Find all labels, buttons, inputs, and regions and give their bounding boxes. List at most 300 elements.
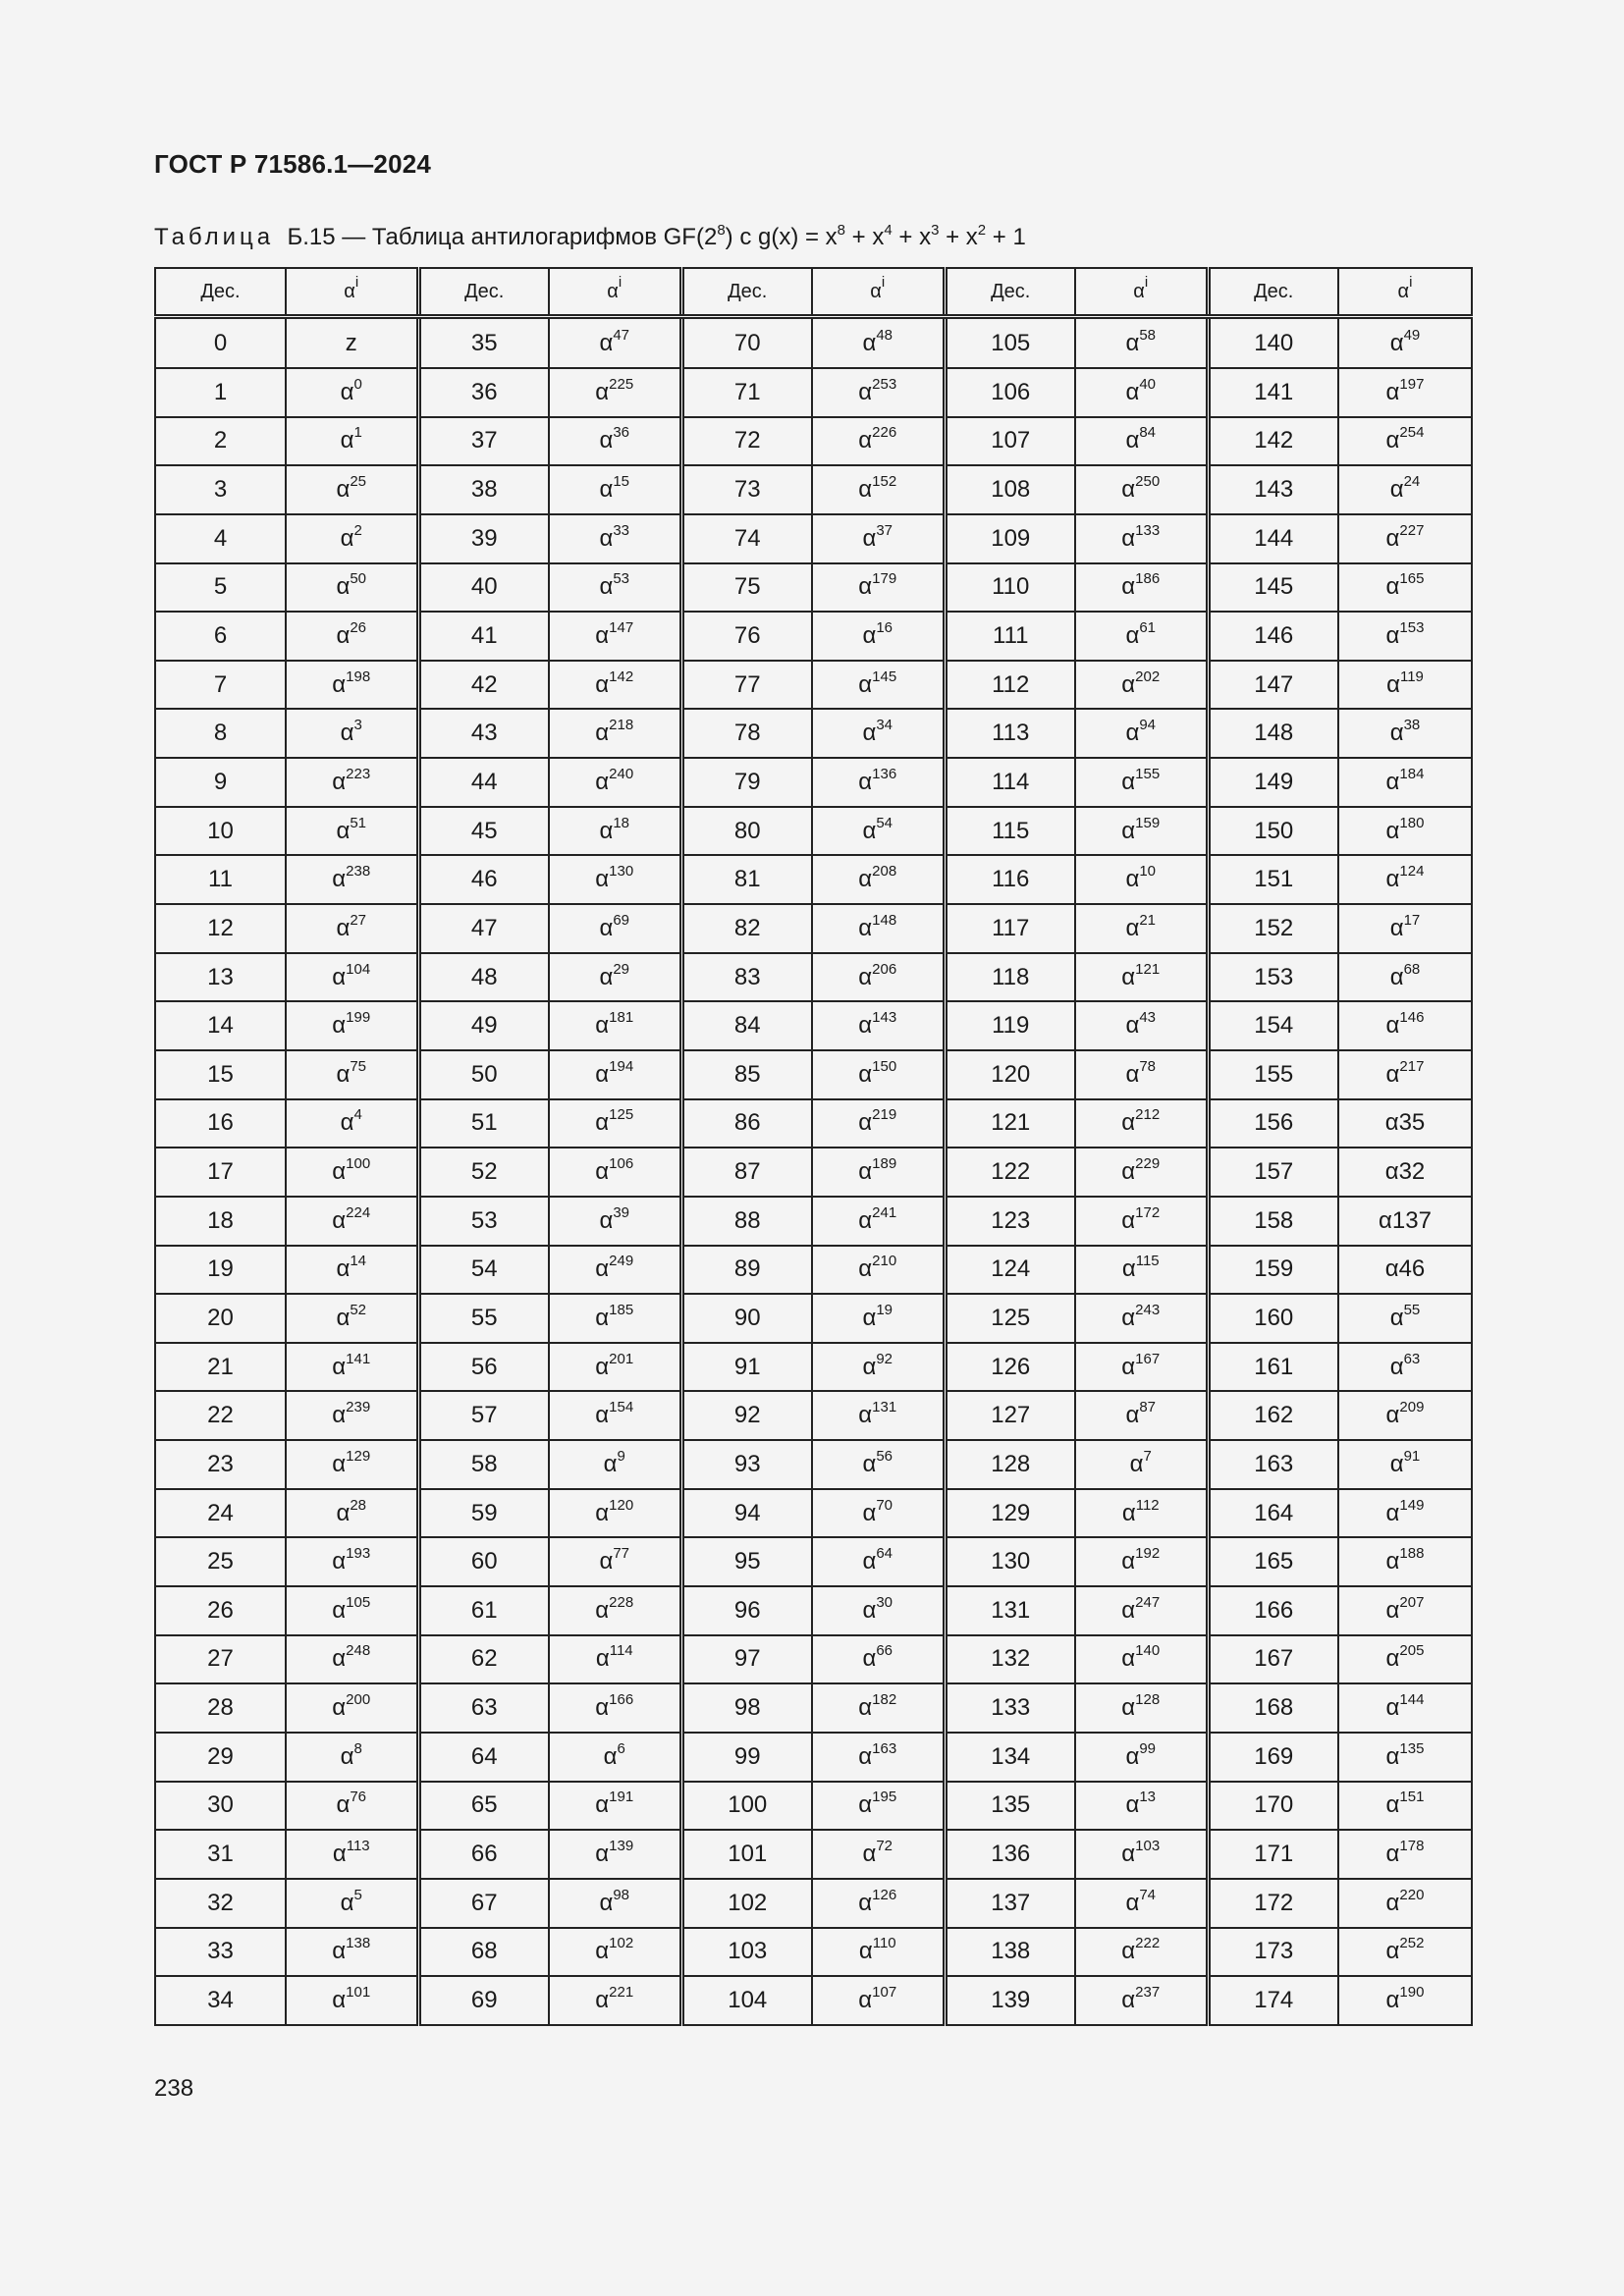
cell-dec: 153 <box>1208 953 1338 1002</box>
cell-alpha <box>812 1391 945 1440</box>
cell-alpha-base: α <box>599 817 614 844</box>
cell-alpha <box>812 1343 945 1392</box>
cell-alpha <box>286 1099 418 1148</box>
cell-alpha <box>549 1683 681 1733</box>
cell-alpha-exponent: 201 <box>609 1350 634 1367</box>
cell-alpha-base: α <box>336 817 351 844</box>
cell-alpha-base: α <box>862 817 877 844</box>
cell-alpha-exponent: 179 <box>872 570 897 588</box>
cell-dec: 33 <box>155 1928 286 1977</box>
cell-alpha-base: α <box>858 768 873 795</box>
cell-alpha-exponent: 33 <box>613 521 630 539</box>
cell-dec: 96 <box>681 1586 812 1635</box>
cell-alpha <box>549 1830 681 1879</box>
cell-alpha-exponent: 91 <box>1403 1447 1421 1465</box>
table-row <box>155 1246 1472 1295</box>
cell-alpha <box>1338 807 1472 856</box>
cell-alpha <box>286 1683 418 1733</box>
cell-alpha <box>1075 1050 1208 1099</box>
cell-alpha <box>1338 1976 1472 2025</box>
cell-alpha-base: α <box>595 1158 610 1186</box>
table-row <box>155 1830 1472 1879</box>
cell-alpha-exponent: 52 <box>350 1301 367 1318</box>
cell-alpha-base: α <box>340 427 354 454</box>
cell-alpha <box>549 758 681 807</box>
cell-alpha <box>1338 1733 1472 1782</box>
cell-alpha-base: α <box>595 378 610 405</box>
table-row <box>155 1586 1472 1635</box>
cell-alpha <box>286 1635 418 1684</box>
table-row <box>155 709 1472 758</box>
cell-alpha-exponent: 195 <box>872 1789 897 1806</box>
cell-alpha-exponent: 206 <box>872 960 897 978</box>
cell-alpha <box>1338 1148 1472 1197</box>
table-row <box>155 1099 1472 1148</box>
cell-alpha-exponent: 69 <box>613 911 630 929</box>
cell-alpha <box>1338 1830 1472 1879</box>
cell-alpha-exponent: 254 <box>1399 424 1425 442</box>
cell-alpha <box>286 1148 418 1197</box>
cell-alpha-base: α <box>595 1353 610 1380</box>
cell-alpha-exponent: 47 <box>613 326 630 344</box>
cell-alpha-base: α <box>599 476 614 504</box>
cell-alpha <box>812 317 945 369</box>
cell-alpha-exponent: 220 <box>1399 1886 1425 1903</box>
cell-alpha-base: α <box>1121 817 1136 844</box>
cell-dec: 158 <box>1208 1197 1338 1246</box>
cell-dec: 150 <box>1208 807 1338 856</box>
cell-alpha-base: α <box>332 1206 347 1234</box>
cell-alpha-exponent: 202 <box>1135 667 1161 685</box>
cell-alpha-base: α <box>595 1645 610 1673</box>
cell-alpha-exponent: 34 <box>876 717 893 734</box>
cell-alpha-exponent: 144 <box>1399 1691 1425 1709</box>
cell-alpha-base: α <box>862 720 877 747</box>
cell-dec: 173 <box>1208 1928 1338 1977</box>
cell-alpha-exponent: 98 <box>613 1886 630 1903</box>
cell-alpha-exponent: 227 <box>1399 521 1425 539</box>
cell-dec: 113 <box>945 709 1075 758</box>
cell-alpha-base: α <box>862 1645 877 1673</box>
cell-alpha-base: α <box>1385 817 1400 844</box>
cell-alpha-base: α <box>1121 1158 1136 1186</box>
cell-dec: 61 <box>418 1586 549 1635</box>
cell-alpha-exponent: 107 <box>872 1984 897 2002</box>
cell-alpha-exponent: 184 <box>1399 765 1425 782</box>
cell-alpha-base: α <box>1121 1109 1136 1137</box>
cell-alpha <box>549 563 681 613</box>
cell-alpha <box>812 709 945 758</box>
cell-alpha-exponent: 2 <box>353 521 362 539</box>
cell-alpha <box>1338 1391 1472 1440</box>
cell-alpha-base: α <box>332 670 347 698</box>
header-alpha-base: α <box>1397 281 1410 302</box>
cell-alpha-exponent: 58 <box>1139 326 1157 344</box>
cell-alpha-base: α <box>599 1548 614 1575</box>
cell-dec: 169 <box>1208 1733 1338 1782</box>
cell-alpha-base: α32 <box>1384 1158 1426 1186</box>
cell-alpha-base: α <box>1125 1742 1140 1770</box>
cell-dec: 126 <box>945 1343 1075 1392</box>
cell-dec: 57 <box>418 1391 549 1440</box>
cell-dec: 37 <box>418 417 549 466</box>
cell-alpha-base: α <box>1121 963 1136 990</box>
cell-alpha-base: α <box>336 914 351 941</box>
cell-alpha <box>286 953 418 1002</box>
table-body <box>155 268 1472 2025</box>
cell-dec: 152 <box>1208 904 1338 953</box>
cell-alpha-base: α <box>1125 329 1140 356</box>
cell-alpha <box>1075 1537 1208 1586</box>
cell-alpha-base: α <box>1125 914 1140 941</box>
cell-alpha <box>812 417 945 466</box>
cell-dec: 105 <box>945 317 1075 369</box>
cell-alpha-base: α <box>1385 1694 1400 1722</box>
cell-dec: 4 <box>155 514 286 563</box>
cell-alpha <box>286 1782 418 1831</box>
cell-alpha-base: α <box>1121 670 1136 698</box>
cell-alpha-base: α <box>336 1499 351 1526</box>
cell-alpha-base: α <box>340 524 354 552</box>
cell-dec: 151 <box>1208 855 1338 904</box>
cell-alpha-exponent: 210 <box>872 1253 897 1270</box>
cell-alpha-exponent: 163 <box>872 1739 897 1757</box>
cell-dec: 38 <box>418 465 549 514</box>
cell-dec: 106 <box>945 368 1075 417</box>
cell-alpha-base: α <box>1385 427 1400 454</box>
cell-alpha-exponent: 14 <box>350 1253 367 1270</box>
cell-alpha-exponent: 28 <box>350 1496 367 1514</box>
cell-alpha <box>812 1683 945 1733</box>
cell-alpha <box>549 465 681 514</box>
cell-alpha-exponent: 189 <box>872 1155 897 1173</box>
cell-alpha-base: α <box>599 914 614 941</box>
cell-dec: 13 <box>155 953 286 1002</box>
cell-alpha-exponent: 104 <box>346 960 371 978</box>
cell-dec: 23 <box>155 1440 286 1489</box>
cell-alpha <box>812 807 945 856</box>
caption-label: Таблица <box>154 224 275 250</box>
table-row <box>155 465 1472 514</box>
table-row <box>155 1733 1472 1782</box>
cell-alpha-base: α <box>603 1742 618 1770</box>
cell-alpha-base: α <box>1389 1353 1404 1380</box>
caption-text: + x <box>845 224 885 250</box>
cell-alpha <box>286 563 418 613</box>
cell-alpha-base: α <box>340 720 354 747</box>
cell-alpha <box>549 709 681 758</box>
cell-alpha <box>1338 368 1472 417</box>
cell-alpha-base: α <box>858 670 873 698</box>
cell-alpha-base: α <box>595 720 610 747</box>
cell-alpha-base: α <box>595 1987 610 2014</box>
cell-alpha <box>812 1148 945 1197</box>
cell-alpha-exponent: 212 <box>1135 1106 1161 1124</box>
cell-alpha-exponent: 75 <box>350 1057 367 1075</box>
cell-alpha <box>286 1976 418 2025</box>
cell-dec: 81 <box>681 855 812 904</box>
cell-alpha-base: α <box>1121 1353 1136 1380</box>
cell-dec: 102 <box>681 1879 812 1928</box>
cell-alpha-base: α <box>1125 427 1140 454</box>
header-alpha <box>1338 268 1472 317</box>
cell-alpha-exponent: 197 <box>1399 375 1425 393</box>
cell-dec: 12 <box>155 904 286 953</box>
cell-alpha-exponent: 26 <box>350 619 367 637</box>
cell-alpha-base: α <box>332 1012 347 1040</box>
cell-dec: 128 <box>945 1440 1075 1489</box>
cell-dec: 103 <box>681 1928 812 1977</box>
cell-alpha-base: α <box>595 1938 610 1965</box>
cell-alpha <box>1075 514 1208 563</box>
header-dec: Дес. <box>945 268 1075 317</box>
caption-exponent: 3 <box>931 222 940 239</box>
cell-alpha <box>812 758 945 807</box>
cell-alpha-exponent: 64 <box>876 1545 893 1563</box>
header-alpha-base: α <box>344 281 355 302</box>
cell-alpha-base: α <box>862 1450 877 1477</box>
cell-alpha-base: α <box>1125 622 1140 650</box>
cell-dec: 156 <box>1208 1099 1338 1148</box>
cell-alpha-base: α <box>858 1791 873 1819</box>
header-alpha-base: α <box>607 281 619 302</box>
caption-text: + x <box>892 224 932 250</box>
header-dec: Дес. <box>418 268 549 317</box>
cell-alpha-exponent: 151 <box>1399 1789 1425 1806</box>
cell-dec: 71 <box>681 368 812 417</box>
cell-alpha-exponent: 87 <box>1139 1399 1157 1416</box>
cell-alpha <box>812 1537 945 1586</box>
cell-alpha-base: α <box>1125 1889 1140 1916</box>
cell-dec: 112 <box>945 661 1075 710</box>
cell-alpha-exponent: 146 <box>1399 1009 1425 1027</box>
cell-dec: 28 <box>155 1683 286 1733</box>
cell-alpha-exponent: 128 <box>1135 1691 1161 1709</box>
cell-alpha-exponent: 63 <box>1403 1350 1421 1367</box>
cell-alpha <box>549 661 681 710</box>
cell-alpha-exponent: 205 <box>1399 1642 1425 1660</box>
cell-alpha-exponent: 138 <box>346 1935 371 1952</box>
cell-alpha-exponent: 92 <box>876 1350 893 1367</box>
cell-alpha-base: α <box>1121 1548 1136 1575</box>
cell-alpha-exponent: 252 <box>1399 1935 1425 1952</box>
cell-alpha <box>812 1586 945 1635</box>
cell-dec: 155 <box>1208 1050 1338 1099</box>
cell-alpha-base: α <box>1121 1841 1136 1868</box>
cell-alpha-base: α <box>1385 1841 1400 1868</box>
cell-alpha-exponent: 54 <box>876 814 893 831</box>
cell-dec: 130 <box>945 1537 1075 1586</box>
cell-dec: 56 <box>418 1343 549 1392</box>
cell-alpha-exponent: 148 <box>872 911 897 929</box>
cell-alpha-base: α <box>336 1304 351 1331</box>
cell-alpha-exponent: 143 <box>872 1009 897 1027</box>
cell-alpha-exponent: 193 <box>346 1545 371 1563</box>
cell-alpha-base: α <box>858 1206 873 1234</box>
table-row <box>155 1976 1472 2025</box>
cell-alpha <box>812 953 945 1002</box>
cell-alpha-base: α <box>1386 670 1400 698</box>
cell-alpha <box>812 563 945 613</box>
cell-alpha-exponent: 237 <box>1135 1984 1161 2002</box>
cell-alpha-base: α <box>862 622 877 650</box>
cell-alpha-base: α <box>1121 1596 1136 1624</box>
cell-alpha-base: α <box>599 1206 614 1234</box>
cell-alpha-exponent: 249 <box>609 1253 634 1270</box>
cell-alpha-base: α <box>603 1450 618 1477</box>
cell-dec: 143 <box>1208 465 1338 514</box>
cell-alpha-exponent: 50 <box>350 570 367 588</box>
cell-alpha-base: α <box>1385 1742 1400 1770</box>
cell-alpha-base: α <box>599 963 614 990</box>
cell-dec: 74 <box>681 514 812 563</box>
caption-exponent: 2 <box>977 222 987 239</box>
cell-alpha <box>812 1976 945 2025</box>
cell-dec: 78 <box>681 709 812 758</box>
cell-alpha-base: α <box>1125 1791 1140 1819</box>
cell-alpha-exponent: 167 <box>1135 1350 1161 1367</box>
cell-alpha-base: α <box>858 914 873 941</box>
cell-alpha-base: α <box>595 670 610 698</box>
cell-alpha-base: α <box>1121 524 1136 552</box>
cell-alpha-base: α46 <box>1384 1255 1426 1283</box>
cell-alpha-exponent: 74 <box>1139 1886 1157 1903</box>
cell-alpha-base: α <box>858 963 873 990</box>
cell-dec: 5 <box>155 563 286 613</box>
cell-alpha-base: α <box>1121 1645 1136 1673</box>
table-row <box>155 563 1472 613</box>
cell-alpha-exponent: 38 <box>1403 717 1421 734</box>
cell-alpha <box>812 1440 945 1489</box>
header-alpha-sup: i <box>881 274 886 291</box>
header-alpha-sup: i <box>354 274 359 291</box>
cell-alpha-exponent: 21 <box>1139 911 1157 929</box>
cell-alpha-base: α <box>858 1742 873 1770</box>
cell-alpha <box>812 1830 945 1879</box>
caption-text: ) с g(x) = x <box>725 224 838 250</box>
cell-alpha <box>286 661 418 710</box>
cell-alpha-exponent: 66 <box>876 1642 893 1660</box>
cell-dec: 29 <box>155 1733 286 1782</box>
cell-alpha <box>1338 1489 1472 1538</box>
cell-alpha-exponent: 224 <box>346 1203 371 1221</box>
cell-dec: 79 <box>681 758 812 807</box>
cell-dec: 34 <box>155 1976 286 2025</box>
cell-alpha <box>286 1246 418 1295</box>
cell-dec: 147 <box>1208 661 1338 710</box>
cell-dec: 65 <box>418 1782 549 1831</box>
table-row <box>155 317 1472 369</box>
antilog-table-container <box>154 267 1471 2026</box>
table-row <box>155 1683 1472 1733</box>
cell-alpha <box>286 612 418 661</box>
cell-dec: 127 <box>945 1391 1075 1440</box>
cell-alpha-exponent: 221 <box>609 1984 634 2002</box>
cell-alpha-exponent: 29 <box>613 960 630 978</box>
cell-dec: 138 <box>945 1928 1075 1977</box>
table-row <box>155 514 1472 563</box>
cell-alpha <box>1338 1197 1472 1246</box>
cell-alpha <box>549 1489 681 1538</box>
cell-alpha-exponent: 140 <box>1135 1642 1161 1660</box>
cell-dec: 55 <box>418 1294 549 1343</box>
caption-exponent: 8 <box>717 222 726 239</box>
cell-alpha <box>1075 368 1208 417</box>
cell-dec: 154 <box>1208 1001 1338 1050</box>
cell-dec: 164 <box>1208 1489 1338 1538</box>
cell-alpha <box>286 1197 418 1246</box>
cell-dec: 104 <box>681 1976 812 2025</box>
cell-dec: 64 <box>418 1733 549 1782</box>
cell-alpha-base: α <box>595 1694 610 1722</box>
cell-alpha-exponent: 55 <box>1403 1301 1421 1318</box>
cell-dec: 85 <box>681 1050 812 1099</box>
cell-alpha-exponent: 243 <box>1135 1301 1161 1318</box>
cell-alpha-base: α <box>336 1791 351 1819</box>
cell-alpha-base: α <box>595 1255 610 1283</box>
cell-alpha <box>1338 1782 1472 1831</box>
cell-dec: 84 <box>681 1001 812 1050</box>
cell-alpha-exponent: 182 <box>872 1691 897 1709</box>
table-row <box>155 904 1472 953</box>
cell-alpha <box>549 1928 681 1977</box>
cell-dec: 116 <box>945 855 1075 904</box>
cell-alpha <box>812 1099 945 1148</box>
cell-alpha-base: α <box>332 1158 347 1186</box>
cell-alpha <box>1075 612 1208 661</box>
table-row <box>155 1001 1472 1050</box>
cell-alpha <box>812 855 945 904</box>
cell-dec: 10 <box>155 807 286 856</box>
cell-dec: 17 <box>155 1148 286 1197</box>
cell-alpha-base: α <box>340 1889 354 1916</box>
cell-alpha <box>1075 953 1208 1002</box>
cell-alpha <box>1338 1001 1472 1050</box>
cell-alpha-exponent: 200 <box>346 1691 371 1709</box>
cell-alpha <box>1338 661 1472 710</box>
table-row <box>155 1440 1472 1489</box>
cell-alpha <box>286 904 418 953</box>
cell-alpha-exponent: 188 <box>1399 1545 1425 1563</box>
cell-alpha-exponent: 152 <box>872 473 897 491</box>
cell-dec: 24 <box>155 1489 286 1538</box>
cell-alpha <box>812 1001 945 1050</box>
cell-dec: 86 <box>681 1099 812 1148</box>
cell-alpha-base: α <box>858 573 873 601</box>
cell-alpha-exponent: 149 <box>1399 1496 1425 1514</box>
cell-alpha <box>1338 514 1472 563</box>
cell-alpha-base: α <box>1385 573 1400 601</box>
cell-alpha-base: α <box>336 1255 351 1283</box>
cell-alpha <box>812 1928 945 1977</box>
cell-alpha <box>1338 1635 1472 1684</box>
cell-alpha-exponent: 18 <box>613 814 630 831</box>
cell-alpha-exponent: 238 <box>346 863 371 881</box>
cell-dec: 40 <box>418 563 549 613</box>
cell-dec: 35 <box>418 317 549 369</box>
cell-dec: 136 <box>945 1830 1075 1879</box>
cell-alpha-base: α <box>1121 573 1136 601</box>
cell-dec: 108 <box>945 465 1075 514</box>
header-dec: Дес. <box>681 268 812 317</box>
cell-alpha <box>549 807 681 856</box>
cell-alpha <box>812 612 945 661</box>
cell-alpha-base: α <box>858 1060 873 1088</box>
cell-alpha-exponent: 94 <box>1139 717 1157 734</box>
cell-alpha <box>549 1294 681 1343</box>
cell-alpha-base: α <box>332 1987 347 2014</box>
cell-alpha <box>1075 1099 1208 1148</box>
